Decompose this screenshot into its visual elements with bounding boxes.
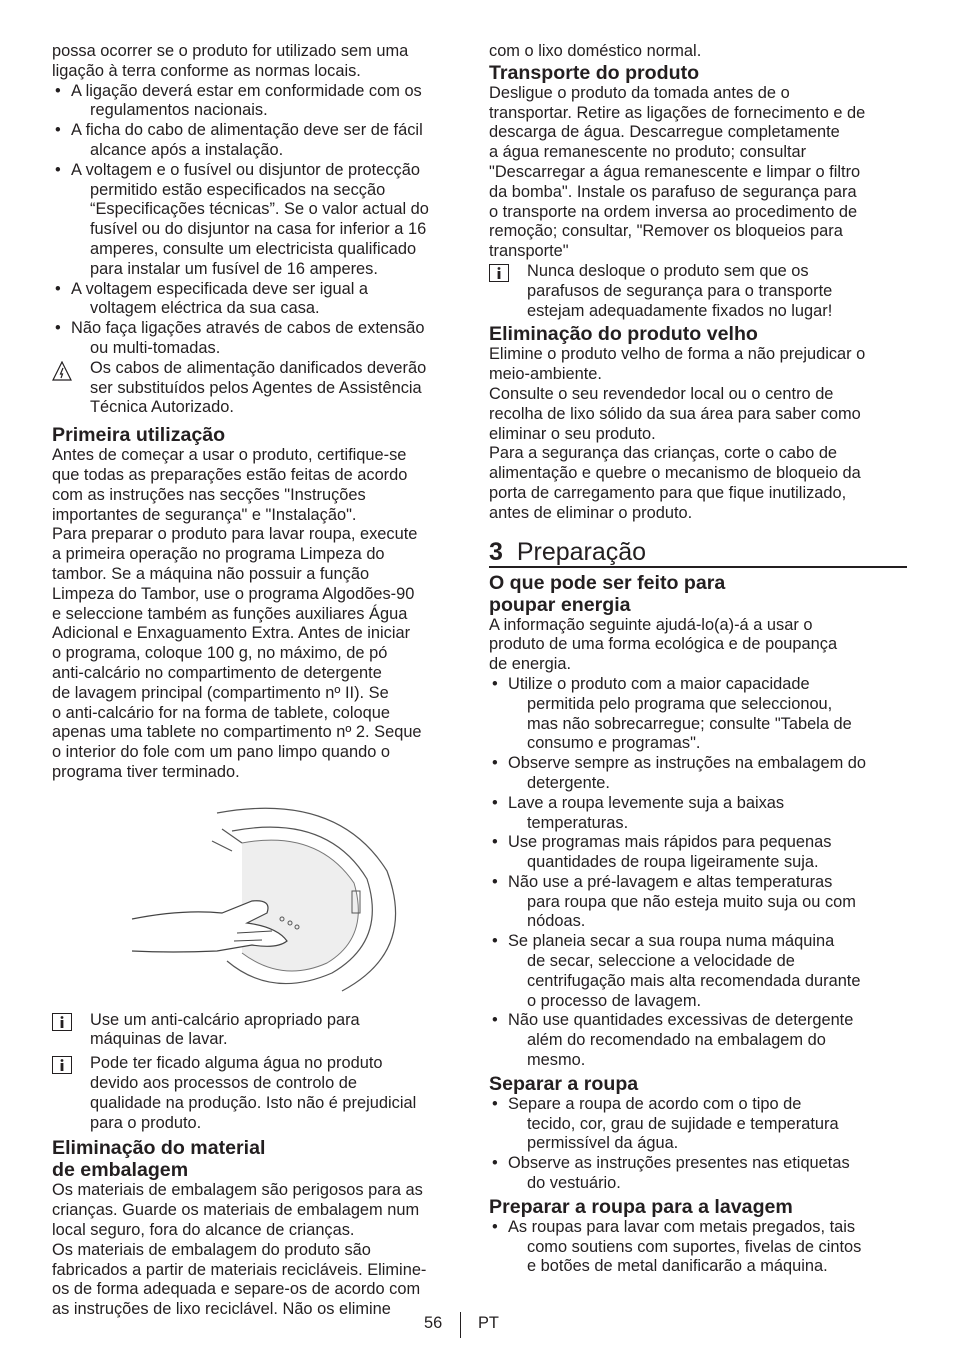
bullet-item: • Observe as instruções presentes nas etiquetas do vestuário. [489,1154,907,1194]
info-text-anticalcario: Use um anti-calcário apropriado para máquinas de lavar. [90,1010,360,1049]
bullet-item: • A voltagem especificada deve ser igual a voltagem eléctrica da sua casa. [52,280,464,320]
info-note-anticalcario [52,1011,464,1051]
separar-bullet-list [489,1095,907,1194]
safety-bullet-list [52,82,464,359]
primeira-utilizacao-text: Antes de começar a usar o produto, certifique-se que todas as preparações estão feitas de acordo com as instruções nas secções "Instruções importantes de segurança" e "Instalação". Para preparar o produto para lavar roupa, execute a primeira operação no programa Limpeza do tambor. Se a máquina não possuir a função Limpeza do Tambor, use o programa Algodões-90 e seleccione também as funções auxiliares Água Adicional e Enxaguamento Extra. Antes de iniciar o programa, coloque 100 g, no máximo, de pó anti-calcário no compartimento de detergente de lavagem principal (compartimento nº II). Se o anti-calcário for na forma de tablete, coloque apenas uma tablete no compartimento nº 2. Seque o interior do fole com um pano limpo quando o programa tiver terminado. [52,446,422,781]
heading-eliminacao-produto-velho: Eliminação do produto velho [489,323,758,346]
info-icon [52,1056,72,1080]
bullet-item: • Observe sempre as instruções na embalagem do detergente. [489,754,907,794]
warning-triangle-icon [52,361,72,387]
footer-divider [460,1312,461,1338]
bullet-item: • A voltagem e o fusível ou disjuntor de protecção permitido estão especificados na secção “Especificações técnicas”. Se o valor actual do fusível ou do disjuntor na casa for inferior a 16 amperes, consulte um electricista qualificado para instalar um fusível de 16 amperes. [52,161,464,280]
info-note-agua [52,1054,464,1133]
info-note-transporte [489,262,907,321]
heading-transporte: Transporte do produto [489,61,700,84]
warning-text: Os cabos de alimentação danificados deverão ser substituídos pelos Agentes de Assistência Técnica Autorizado. [90,358,427,417]
produto-velho-text: Elimine o produto velho de forma a não prejudicar o meio-ambiente. Consulte o seu revendedor local ou o centro de recolha de lixo sólido da sua área para saber como eliminar o seu produto. Para a segurança das crianças, corte o cabo de alimentação e quebre o mecanismo de bloqueio da porta de carregamento para que fique inutilizado, antes de eliminar o produto. [489,345,866,522]
info-text-agua: Pode ter ficado alguma água no produto devido aos processos de controlo de qualidade na produção. Isto não é prejudicial para o produto. [90,1054,417,1132]
page-number: 56 [424,1314,443,1332]
warning-note [52,359,464,418]
info-icon [52,1013,72,1037]
bullet-item: • Lave a roupa levemente suja a baixas temperaturas. [489,794,907,834]
heading-eliminacao-embalagem: Eliminação do material de embalagem [52,1137,266,1182]
energia-bullet-list [489,675,907,1071]
energia-text: A informação seguinte ajudá-lo(a)-á a usar o produto de uma forma ecológica e de poupança de energia. [489,615,838,674]
left-column [52,42,464,1320]
heading-separar-roupa: Separar a roupa [489,1072,639,1095]
bullet-item: • As roupas para lavar com metais pregados, tais como soutiens com suportes, fivelas de cintos e botões de metal danificarão a máquina. [489,1218,907,1277]
bullet-item: • Não faça ligações através de cabos de extensão ou multi-tomadas. [52,319,464,359]
heading-preparar-roupa: Preparar a roupa para a lavagem [489,1195,793,1218]
bullet-item: • A ligação deverá estar em conformidade com os regulamentos nacionais. [52,82,464,122]
preparar-bullet-list [489,1218,907,1277]
info-icon [489,264,509,288]
drum-cleaning-illustration [122,801,422,1001]
language-code: PT [478,1314,499,1332]
embalagem-text: Os materiais de embalagem são perigosos para as crianças. Guarde os materiais de embalagem num local seguro, fora do alcance de crianças. Os materiais de embalagem do produto são fabricados a partir de materiais recicláveis. Elimine- os de forma adequada e separe-os de acordo com as instruções de lixo reciclável. Não os elimine [52,1181,427,1319]
continuation-text: com o lixo doméstico normal. [489,42,702,60]
bullet-item: • Não use quantidades excessivas de detergente além do recomendado na embalagem do mesmo. [489,1011,907,1070]
bullet-item: • Se planeia secar a sua roupa numa máquina de secar, seleccione a velocidade de centrifugação mais alta recomendada durante o processo de lavagem. [489,932,907,1011]
section-title: Preparação [516,537,647,566]
heading-poupar-energia: O que pode ser feito para poupar energia [489,571,726,616]
bullet-item: • Use programas mais rápidos para pequenas quantidades de roupa ligeiramente suja. [489,833,907,873]
info-text-transporte: Nunca desloque o produto sem que os parafusos de segurança para o transporte estejam adequadamente fixados no lugar! [527,261,833,320]
intro-paragraph: possa ocorrer se o produto for utilizado sem uma ligação à terra conforme as normas locais. [52,42,409,80]
section-number: 3 [489,537,503,566]
right-column [489,42,907,1277]
bullet-item: • Separe a roupa de acordo com o tipo de tecido, cor, grau de sujidade e temperatura permissível da água. [489,1095,907,1154]
section-heading-preparacao [489,538,907,568]
bullet-item: • A ficha do cabo de alimentação deve ser de fácil alcance após a instalação. [52,121,464,161]
bullet-item: • Utilize o produto com a maior capacidade permitida pelo programa que seleccionou, mas não sobrecarregue; consulte "Tabela de consumo e programas". [489,675,907,754]
bullet-item: • Não use a pré-lavagem e altas temperaturas para roupa que não esteja muito suja ou com nódoas. [489,873,907,932]
heading-primeira-utilizacao: Primeira utilização [52,424,226,447]
transporte-text: Desligue o produto da tomada antes de o transportar. Retire as ligações de fornecimento e de descarga de água. Descarregue completamente a água remanescente no produto; consultar "Descarregar a água remanescente e limpar o filtro da bomba". Instale os parafuso de segurança para o transporte na ordem inversa ao procedimento de remoção; consultar, "Remover os bloqueios para transporte" [489,83,866,261]
